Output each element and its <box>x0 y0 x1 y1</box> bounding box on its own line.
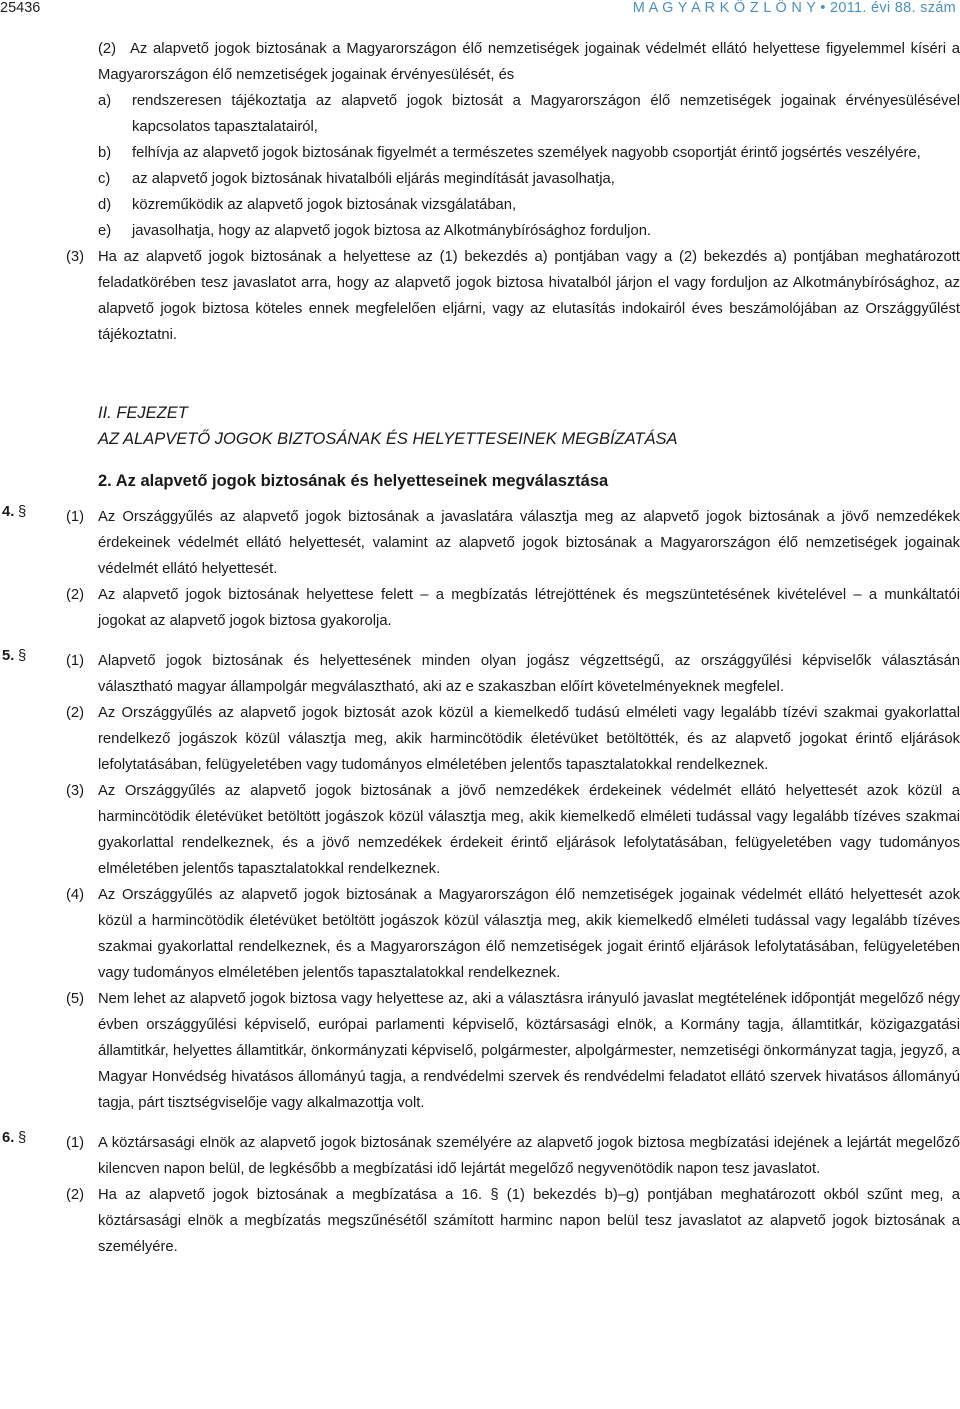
item-text: javasolhatja, hogy az alapvető jogok biztosa az Alkotmánybírósághoz forduljon. <box>132 223 652 239</box>
paragraph-number: (4) <box>66 887 85 903</box>
section-gap <box>0 634 960 648</box>
paragraph <box>0 648 960 700</box>
section-4 <box>0 504 960 634</box>
subchapter-title: 2. Az alapvető jogok biztosának és helyetteseinek megválasztása <box>98 472 609 490</box>
section-number: 6. <box>2 1130 15 1146</box>
chapter-number: II. FEJEZET <box>98 404 188 422</box>
list-item <box>0 192 960 218</box>
item-label: b) <box>98 145 112 161</box>
list-item <box>0 218 960 244</box>
item-label: a) <box>98 93 112 109</box>
paragraph-text: A köztársasági elnök az alapvető jogok biztosának személyére az alapvető jogok biztosa megbízatási idejének a lejártát megelőző kilencven napon belül, de legkésőbb a megbízatási idő lejártát megelőző negyvenötödik napon tesz javaslatot. <box>98 1135 960 1177</box>
paragraph-text: Nem lehet az alapvető jogok biztosa vagy helyettese az, aki a választásra irányuló javaslat megtételének időpontját megelőző négy évben országgyűlési képviselő, európai parlamenti képviselő, köztársasági elnök, a Kormány tagja, államtitkár, közigazgatási államtitkár, helyettes államtitkár, önkormányzati képviselő, polgármester, alpolgármester, nemzetiségi önkormányzat tagja, jegyző, a Magyar Honvédség hivatásos állományú tagja, a rendvédelmi szervek és rendvédelmi feladatot ellátó szervek hivatásos állományú tagja, párt tisztségviselője vagy alkalmazottja volt. <box>98 991 960 1111</box>
item-text: felhívja az alapvető jogok biztosának figyelmét a természetes személyek nagyobb csoportját érintő jogsértés veszélyére, <box>132 145 921 161</box>
paragraph-text: Az alapvető jogok biztosának helyettese felett – a megbízatás létrejöttének és megszüntetésének kivételével – a munkáltatói jogokat az alapvető jogok biztosa gyakorolja. <box>98 587 960 629</box>
paragraph-text: Ha az alapvető jogok biztosának a helyettese az (1) bekezdés a) pontjában vagy a (2) bekezdés a) pontjában meghatározott feladatkörében tesz javaslatot arra, hogy az alapvető jogok biztosa hivatalból járjon el vagy forduljon az Alkotmánybírósághoz, az alapvető jogok biztosa köteles ennek megfelelően eljárni, vagy az elutasítás indokairól éves beszámolójában az Országgyűlést tájékoztatni. <box>98 249 960 343</box>
paragraph-number: (2) <box>66 705 85 721</box>
paragraph-number: (1) <box>66 653 85 669</box>
section-number: 4. <box>2 504 15 520</box>
paragraph-number: (2) <box>98 41 117 57</box>
page-number: 25436 <box>0 0 41 16</box>
section-symbol: § <box>18 504 27 520</box>
paragraph-text: Az alapvető jogok biztosának a Magyarországon élő nemzetiségek jogainak védelmét ellátó helyettese figyelemmel kíséri a Magyarországon élő nemzetiségek jogainak érvényesülését, és <box>98 41 960 83</box>
list-item <box>0 166 960 192</box>
list-item <box>0 88 960 140</box>
paragraph <box>0 882 960 986</box>
paragraph-number: (2) <box>66 1187 85 1203</box>
item-list <box>0 88 960 244</box>
paragraph-text: Az Országgyűlés az alapvető jogok biztosát azok közül a kiemelkedő tudású elméleti vagy legalább tízévi szakmai gyakorlattal rendelkező jogászok közül választja meg, akik harmincötödik életévüket betöltötték, és az alapvető jogokat érintő eljárások lefolytatásában, felügyeletében vagy tudományos elméletében jelentős tapasztalatokkal rendelkeznek. <box>98 705 960 773</box>
item-text: az alapvető jogok biztosának hivatalbóli eljárás megindítását javasolhatja, <box>132 171 615 187</box>
paragraph-text: Az Országgyűlés az alapvető jogok biztosának a jövő nemzedékek érdekeinek védelmét ellátó helyettesét azok közül a harmincötödik életévüket betöltött jogászok közül választja meg, akik kiemelkedő elméleti tudással vagy legalább tízéves szakmai gyakorlattal rendelkeznek, és a jövő nemzedékek érdekeit érintő eljárások lefolytatásában, felügyeletében vagy tudományos elméletében jelentős tapasztalatokkal rendelkeznek. <box>98 783 960 877</box>
paragraph-number: (1) <box>66 509 85 525</box>
paragraph <box>0 582 960 634</box>
section-6 <box>0 1130 960 1260</box>
paragraph <box>0 700 960 778</box>
paragraph-number: (5) <box>66 991 85 1007</box>
paragraph-3 <box>0 244 960 348</box>
page-header <box>0 0 960 20</box>
paragraph-2 <box>0 36 960 88</box>
list-item <box>0 140 960 166</box>
item-label: e) <box>98 223 112 239</box>
section-symbol: § <box>18 648 27 664</box>
paragraph-number: (2) <box>66 587 85 603</box>
section-5 <box>0 648 960 1116</box>
item-label: d) <box>98 197 112 213</box>
paragraph-number: (3) <box>66 249 85 265</box>
chapter-heading <box>0 400 960 452</box>
paragraph <box>0 778 960 882</box>
item-text: közreműködik az alapvető jogok biztosának vizsgálatában, <box>132 197 517 213</box>
paragraph <box>0 504 960 582</box>
running-title: M A G Y A R K Ö Z L Ö N Y • 2011. évi 88. szám <box>632 0 956 16</box>
section-number: 5. <box>2 648 15 664</box>
paragraph-text: Az Országgyűlés az alapvető jogok biztosának a Magyarországon élő nemzetiségek jogainak védelmét ellátó helyettesét azok közül a harmincötödik életévüket betöltött jogászok közül választja meg, akik kiemelkedő elméleti tudással vagy legalább tízéves szakmai gyakorlattal rendelkeznek, és a Magyarországon élő nemzetiségek jogait érintő eljárások lefolytatásában, felügyeletében vagy tudományos elméletében jelentős tapasztalatokkal rendelkeznek. <box>98 887 960 981</box>
paragraph <box>0 1182 960 1260</box>
paragraph-text: Ha az alapvető jogok biztosának a megbízatása a 16. § (1) bekezdés b)–g) pontjában meghatározott okból szűnt meg, a köztársasági elnök a megbízatás megszűnésétől számított harminc napon belül tesz javaslatot az alapvető jogok biztosának a személyére. <box>98 1187 960 1255</box>
item-label: c) <box>98 171 111 187</box>
chapter-title: AZ ALAPVETŐ JOGOK BIZTOSÁNAK ÉS HELYETTESEINEK MEGBÍZATÁSA <box>98 430 678 448</box>
item-text: rendszeresen tájékoztatja az alapvető jogok biztosát a Magyarországon élő nemzetiségek jogainak érvényesülésével kapcsolatos tapasztalatairól, <box>132 93 960 135</box>
paragraph-text: Az Országgyűlés az alapvető jogok biztosának a javaslatára választja meg az alapvető jogok biztosának a jövő nemzedékek érdekeinek védelmét ellátó helyettesét, valamint az alapvető jogok biztosának a Magyarországon élő nemzetiségek jogainak védelmét ellátó helyettesét. <box>98 509 960 577</box>
section-gap <box>0 1116 960 1130</box>
paragraph <box>0 986 960 1116</box>
paragraph-number: (3) <box>66 783 85 799</box>
paragraph <box>0 1130 960 1182</box>
section-symbol: § <box>18 1130 27 1146</box>
page-body <box>0 36 960 1260</box>
paragraph-text: Alapvető jogok biztosának és helyettesének minden olyan jogász végzettségű, az országgyűlési képviselők választásán választható magyar állampolgár megválasztható, aki az e szakaszban előírt követelményeknek megfelel. <box>98 653 960 695</box>
paragraph-number: (1) <box>66 1135 85 1151</box>
